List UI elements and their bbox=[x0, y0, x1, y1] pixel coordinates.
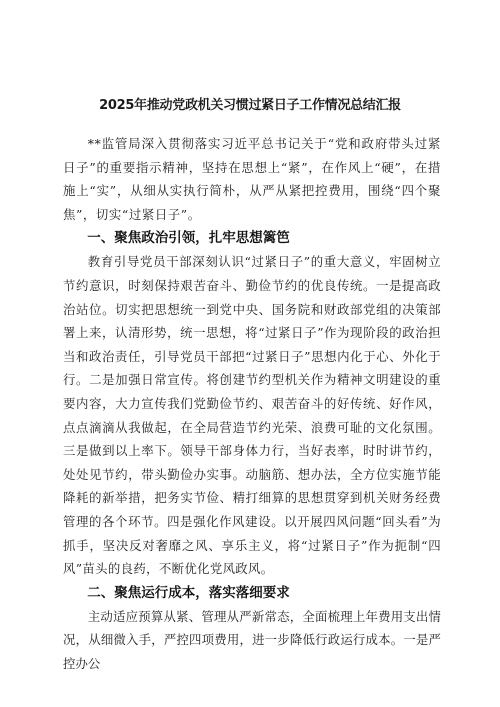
section-1-heading: 一、聚焦政治引领，扎牢思想篱笆 bbox=[87, 230, 290, 247]
section-1-paragraph: 教育引导党员干部深刻认识“过紧日子”的重大意义，牢固树立节约意识，时刻保持艰苦奋斗、勤俭节约的优良传统。一是提高政治站位。切实把思想统一到党中央、国务院和财政部党组的决策部署上来，认清形势，统一思想，将“过紧日子”作为现阶段的政治担当和政治责任，引导党员干部把“过紧日子”思想内化于心、外化于行。二是加强日常宣传。将创建节约型机关作为精神文明建设的重要内容，大力宣传我们党勤俭节约、艰苦奋斗的好传统、好作风，点点滴滴从我做起，在全局营造节约光荣、浪费可耻的文化氛围。三是做到以上率下。领导干部身体力行，当好表率，时时讲节约，处处见节约，带头勤俭办实事。动脑筋、想办法，全方位实施节能降耗的新举措，把务实节俭、精打细算的思想贯穿到机关财务经费管理的各个环节。四是强化作风建设。以开展四风问题“回头看”为抓手，坚决反对奢靡之风、享乐主义，将“过紧日子”作为扼制“四风”苗头的良药，不断优化党风政风。 bbox=[63, 254, 441, 577]
section-2-heading: 二、聚焦运行成本，落实落细要求 bbox=[87, 584, 290, 601]
section-2-paragraph: 主动适应预算从紧、管理从严新常态，全面梳理上年费用支出情况，从细微入手，严控四项费用，进一步降低行政运行成本。一是严控办公 bbox=[63, 608, 441, 671]
document-body bbox=[63, 132, 441, 675]
document-title: 2025年推动党政机关习惯过紧日子工作情况总结汇报 bbox=[99, 98, 401, 113]
intro-paragraph: **监管局深入贯彻落实习近平总书记关于“党和政府带头过紧日子”的重要指示精神，坚持在思想上“紧”，在作风上“硬”，在措施上“实”，从细从实执行简朴，从严从紧把控费用，围绕“四个聚焦”，切实“过紧日子”。 bbox=[63, 136, 441, 222]
